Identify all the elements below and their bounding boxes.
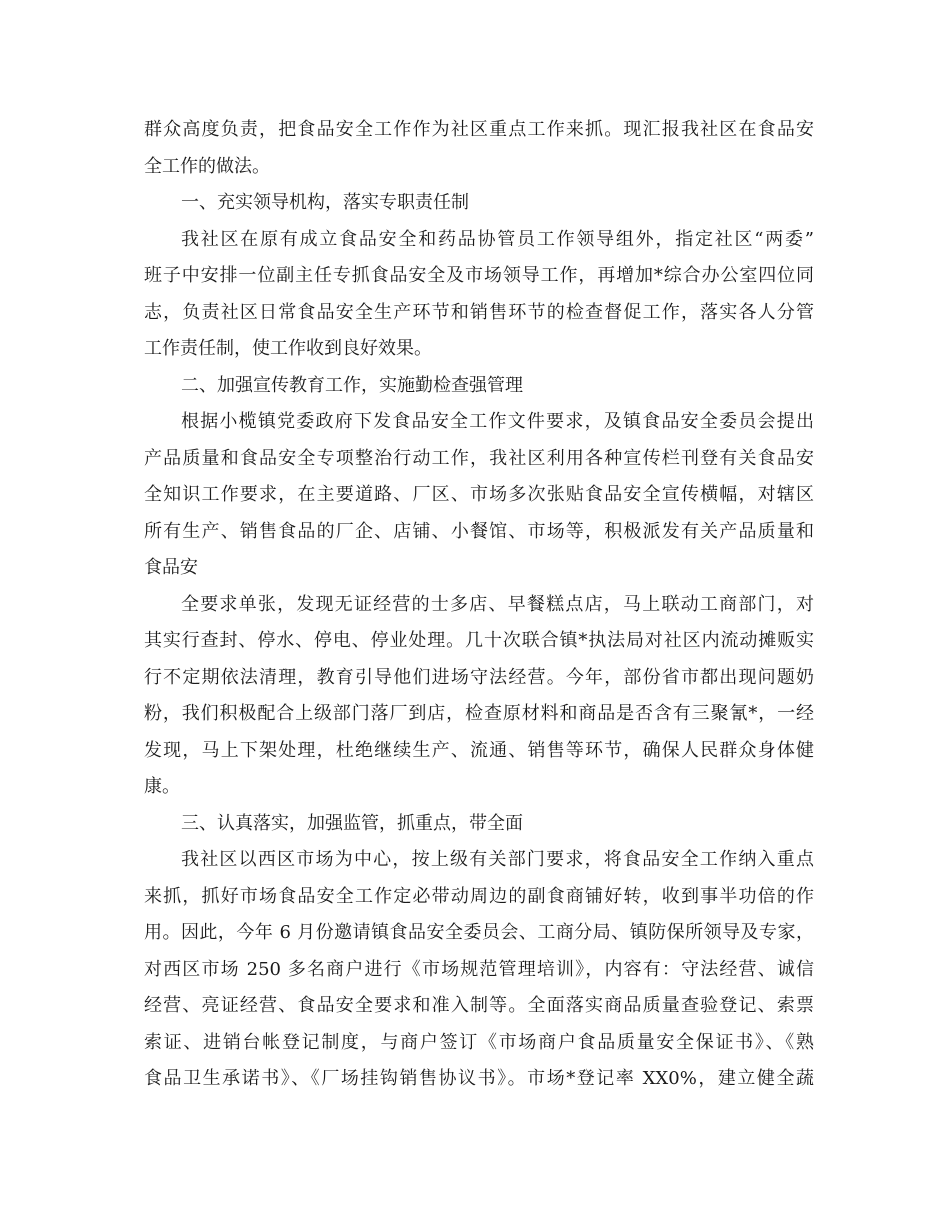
paragraph-line: 所有生产、销售食品的厂企、店铺、小餐馆、市场等，积极派发有关产品质量和 — [144, 520, 814, 542]
paragraph-line: 根据小榄镇党委政府下发食品安全工作文件要求，及镇食品安全委员会提出 — [181, 411, 814, 432]
paragraph-line: 班子中安排一位副主任专抓食品安全及市场领导工作，再增加*综合办公室四位同 — [144, 265, 814, 286]
paragraph-line: 我社区在原有成立食品安全和药品协管员工作领导组外，指定社区“两委” — [181, 228, 814, 250]
paragraph-line: 来抓，抓好市场食品安全工作定必带动周边的副食商铺好转，收到事半功倍的作 — [144, 885, 814, 907]
paragraph-line: 我社区以西区市场为中心，按上级有关部门要求，将食品安全工作纳入重点 — [181, 849, 814, 870]
paragraph-line: 全知识工作要求，在主要道路、厂区、市场多次张贴食品安全宣传横幅，对辖区 — [144, 484, 814, 505]
paragraph-line: 工作责任制，使工作收到良好效果。 — [144, 338, 432, 359]
paragraph-line: 食品安 — [144, 557, 198, 578]
paragraph-line: 经营、亮证经营、食品安全要求和准入制等。全面落实商品质量查验登记、索票 — [144, 995, 814, 1016]
paragraph-line: 索证、进销台帐登记制度，与商户签订《市场商户食品质量安全保证书》、《熟 — [144, 1031, 814, 1053]
section-heading: 一、充实领导机构，落实专职责任制 — [181, 192, 469, 213]
document-body — [144, 112, 814, 1098]
paragraph-line: 群众高度负责，把食品安全工作作为社区重点工作来抓。现汇报我社区在食品安 — [144, 119, 814, 140]
paragraph-line: 全要求单张，发现无证经营的士多店、早餐糕点店，马上联动工商部门，对 — [181, 593, 814, 615]
paragraph-line: 粉，我们积极配合上级部门落厂到店，检查原材料和商品是否含有三聚氰*，一经 — [144, 703, 814, 724]
paragraph-line: 其实行查封、停水、停电、停业处理。几十次联合镇*执法局对社区内流动摊贩实 — [144, 630, 814, 651]
paragraph-line: 康。 — [144, 776, 180, 797]
paragraph-line: 用。因此，今年 6 月份邀请镇食品安全委员会、工商分局、镇防保所领导及专家， — [144, 922, 814, 943]
paragraph-line: 产品质量和食品安全专项整治行动工作，我社区利用各种宣传栏刊登有关食品安 — [144, 447, 814, 469]
paragraph-line: 对西区市场 250 多名商户进行《市场规范管理培训》，内容有：守法经营、诚信 — [144, 958, 814, 980]
paragraph-line: 食品卫生承诺书》、《厂场挂钩销售协议书》。市场*登记率 XX0%，建立健全蔬 — [144, 1068, 814, 1089]
paragraph-line: 志，负责社区日常食品安全生产环节和销售环节的检查督促工作，落实各人分管 — [144, 301, 814, 323]
paragraph-line: 行不定期依法清理，教育引导他们进场守法经营。今年，部份省市都出现问题奶 — [144, 666, 814, 688]
section-heading: 三、认真落实，加强监管，抓重点，带全面 — [181, 812, 523, 834]
section-heading: 二、加强宣传教育工作，实施勤检查强管理 — [181, 374, 523, 396]
paragraph-line: 全工作的做法。 — [144, 155, 270, 177]
paragraph-line: 发现，马上下架处理，杜绝继续生产、流通、销售等环节，确保人民群众身体健 — [144, 739, 814, 761]
